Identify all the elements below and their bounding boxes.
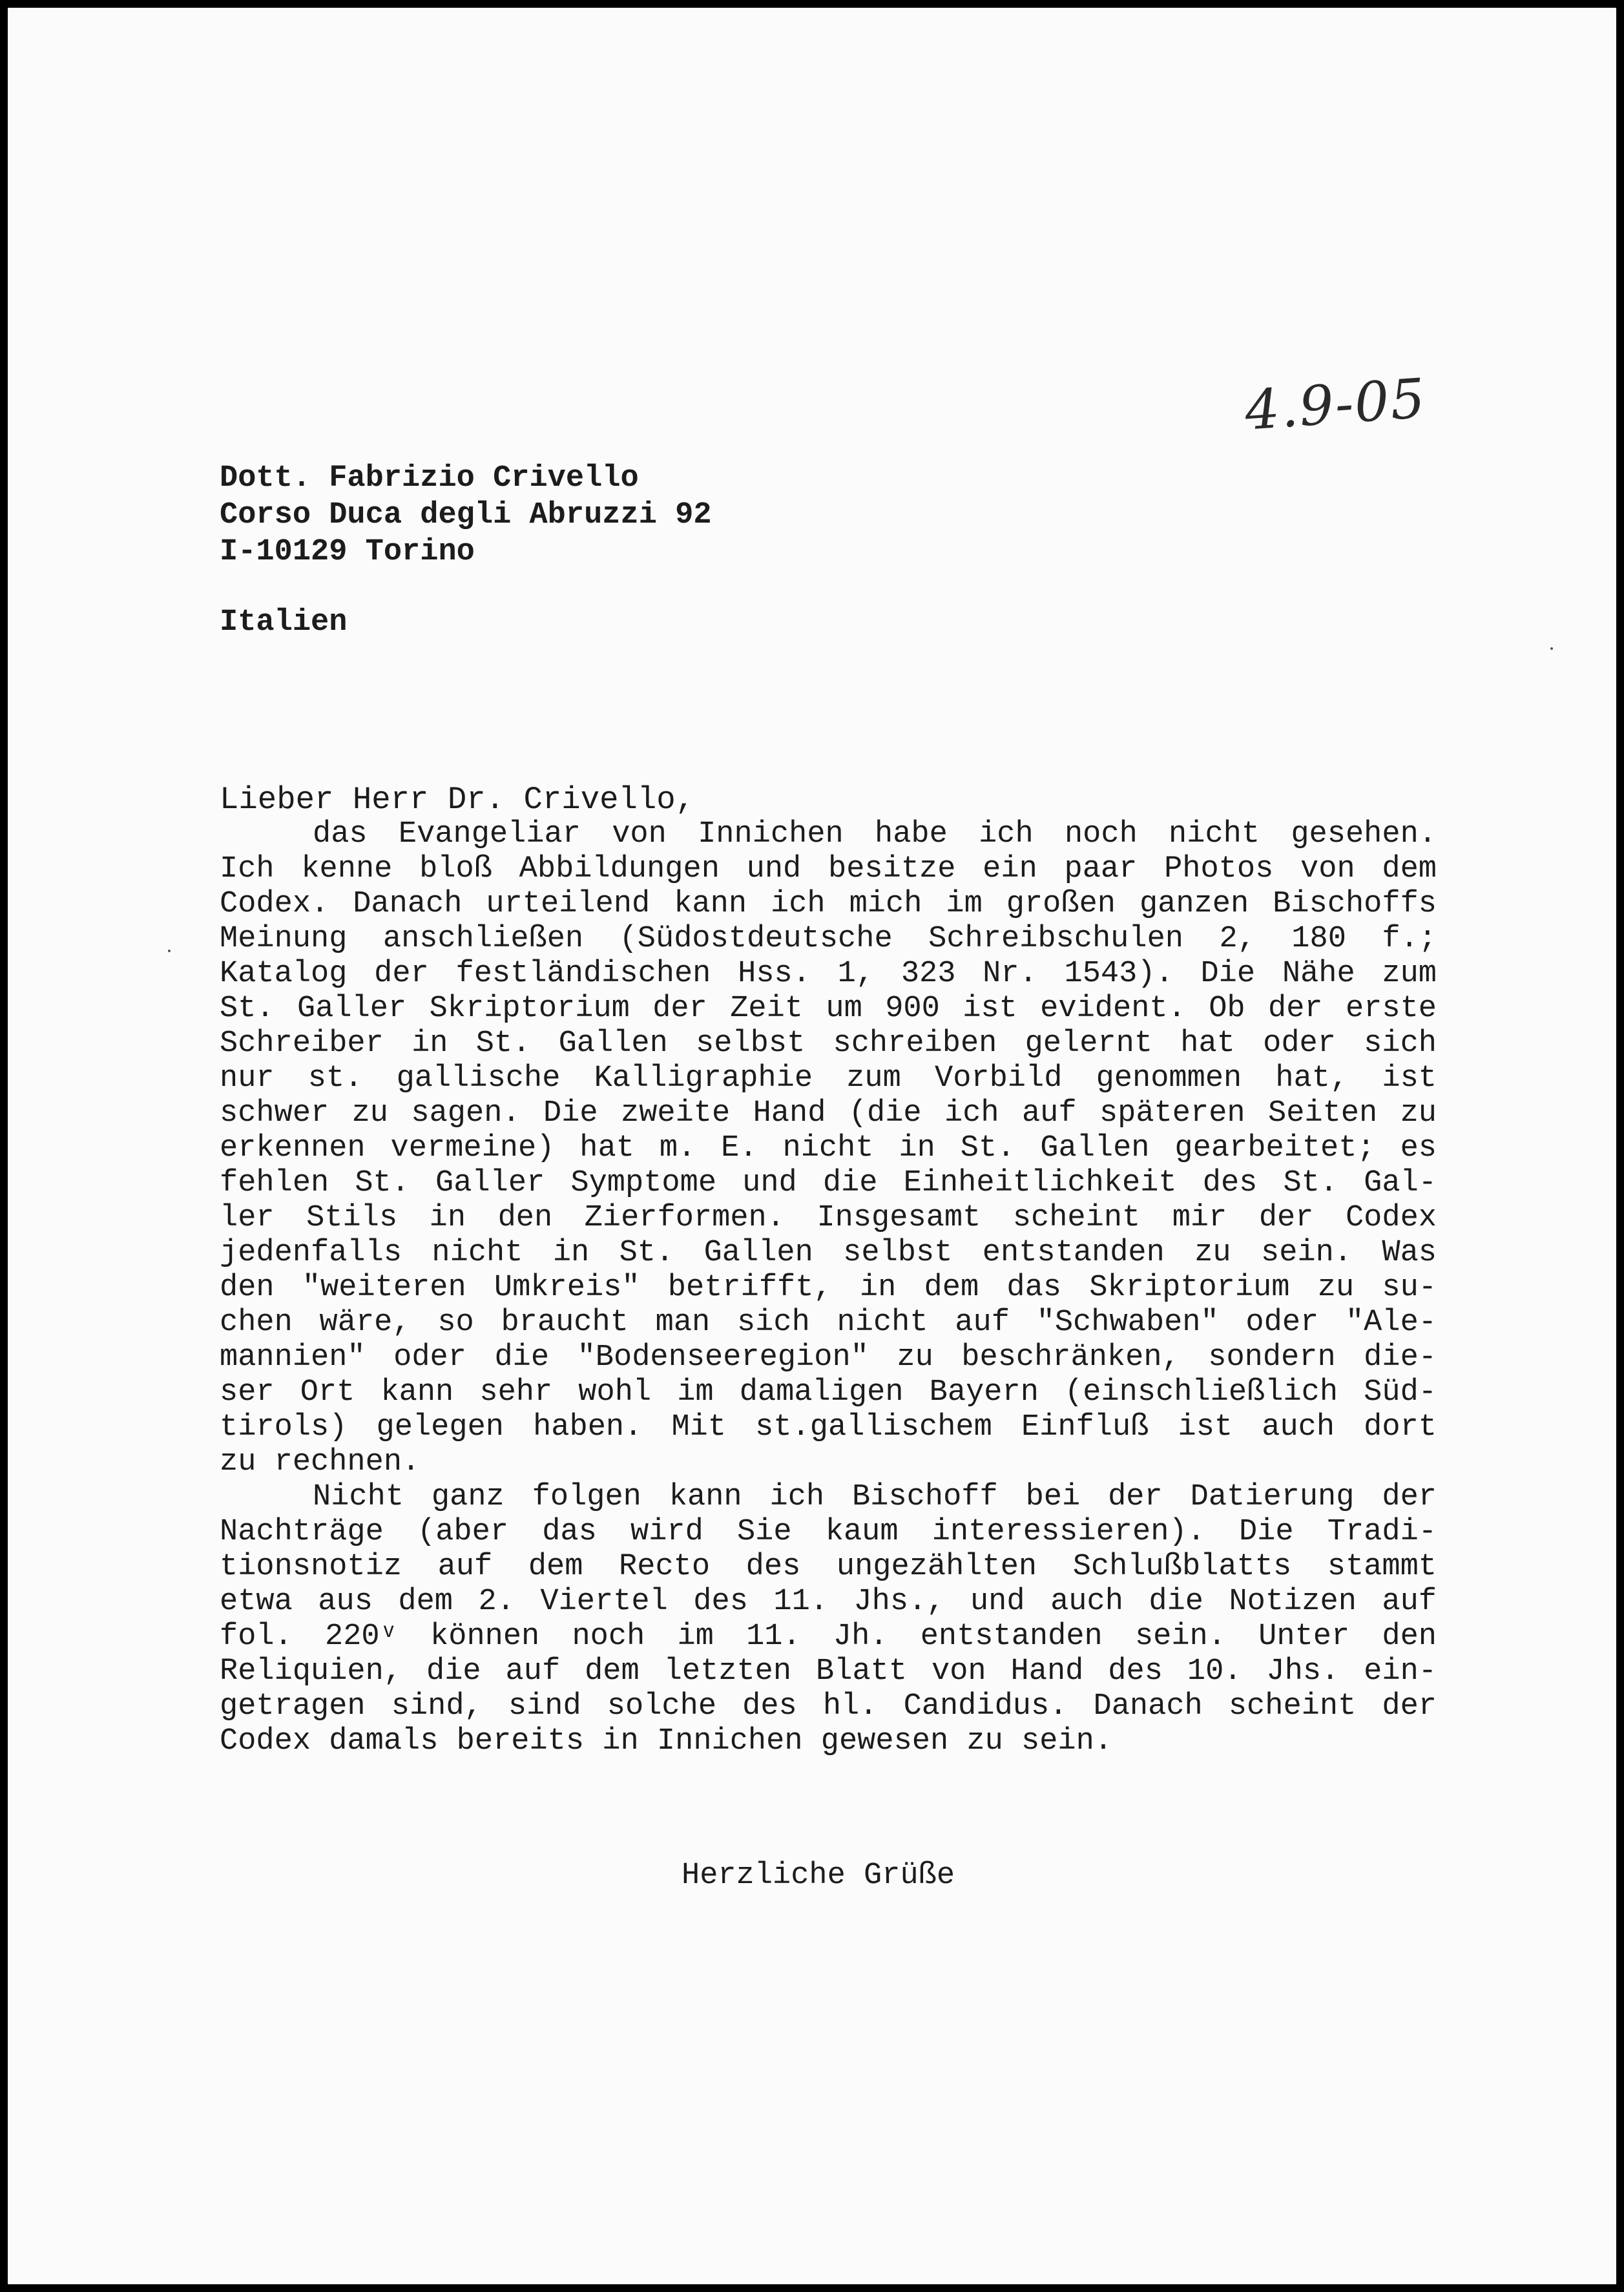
body-line: fol. 220ᵛ können noch im 11. Jh. entstanden sein. Unter den	[220, 1620, 1437, 1654]
body-line: jedenfalls nicht in St. Gallen selbst entstanden zu sein. Was	[220, 1236, 1437, 1270]
body-line: das Evangeliar von Innichen habe ich noch nicht gesehen.	[313, 817, 1437, 851]
body-line: Reliquien, die auf dem letzten Blatt von Hand des 10. Jhs. ein-	[220, 1654, 1437, 1689]
letter-body	[220, 817, 1437, 1759]
body-line: Nachträge (aber das wird Sie kaum interessieren). Die Tradi-	[220, 1515, 1437, 1549]
paper-speck	[168, 950, 171, 952]
body-line: etwa aus dem 2. Viertel des 11. Jhs., und auch die Notizen auf	[220, 1585, 1437, 1619]
body-line: nur st. gallische Kalligraphie zum Vorbild genommen hat, ist	[220, 1061, 1437, 1096]
body-line: mannien" oder die "Bodenseeregion" zu beschränken, sondern die-	[220, 1340, 1437, 1375]
recipient-address	[220, 460, 712, 570]
recipient-city: I-10129 Torino	[220, 535, 475, 569]
body-line: St. Galler Skriptorium der Zeit um 900 ist evident. Ob der erste	[220, 992, 1437, 1026]
body-line: chen wäre, so braucht man sich nicht auf "Schwaben" oder "Ale-	[220, 1306, 1437, 1340]
body-line: Schreiber in St. Gallen selbst schreiben gelernt hat oder sich	[220, 1026, 1437, 1061]
body-line: Meinung anschließen (Südostdeutsche Schreibschulen 2, 180 f.;	[220, 922, 1437, 956]
body-line: Katalog der festländischen Hss. 1, 323 Nr. 1543). Die Nähe zum	[220, 957, 1437, 991]
body-line: zu rechnen.	[220, 1445, 421, 1479]
letter-page	[8, 8, 1616, 2284]
recipient-street: Corso Duca degli Abruzzi 92	[220, 498, 712, 532]
paper-speck	[1550, 647, 1553, 650]
recipient-name: Dott. Fabrizio Crivello	[220, 461, 639, 495]
body-line: schwer zu sagen. Die zweite Hand (die ich auf späteren Seiten zu	[220, 1096, 1437, 1130]
body-line: Ich kenne bloß Abbildungen und besitze ein paar Photos von dem	[220, 852, 1437, 886]
body-line: Nicht ganz folgen kann ich Bischoff bei der Datierung der	[313, 1480, 1437, 1514]
body-line: tirols) gelegen haben. Mit st.gallischem Einfluß ist auch dort	[220, 1410, 1437, 1444]
recipient-country: Italien	[220, 605, 348, 640]
body-line: erkennen vermeine) hat m. E. nicht in St. Gallen gearbeitet; es	[220, 1131, 1437, 1165]
body-line: getragen sind, sind solche des hl. Candidus. Danach scheint der	[220, 1689, 1437, 1724]
salutation: Lieber Herr Dr. Crivello,	[220, 782, 695, 818]
body-line: Codex. Danach urteilend kann ich mich im großen ganzen Bischoffs	[220, 887, 1437, 921]
body-line: fehlen St. Galler Symptome und die Einheitlichkeit des St. Gal-	[220, 1166, 1437, 1200]
closing: Herzliche Grüße	[682, 1859, 955, 1893]
body-line: den "weiteren Umkreis" betrifft, in dem das Skriptorium zu su-	[220, 1271, 1437, 1305]
handwritten-date: 4.9-05	[1242, 366, 1428, 443]
body-line: Codex damals bereits in Innichen gewesen zu sein.	[220, 1724, 1113, 1758]
body-line: tionsnotiz auf dem Recto des ungezählten Schlußblatts stammt	[220, 1550, 1437, 1584]
body-line: ser Ort kann sehr wohl im damaligen Bayern (einschließlich Süd-	[220, 1375, 1437, 1410]
body-line: ler Stils in den Zierformen. Insgesamt scheint mir der Codex	[220, 1201, 1437, 1235]
